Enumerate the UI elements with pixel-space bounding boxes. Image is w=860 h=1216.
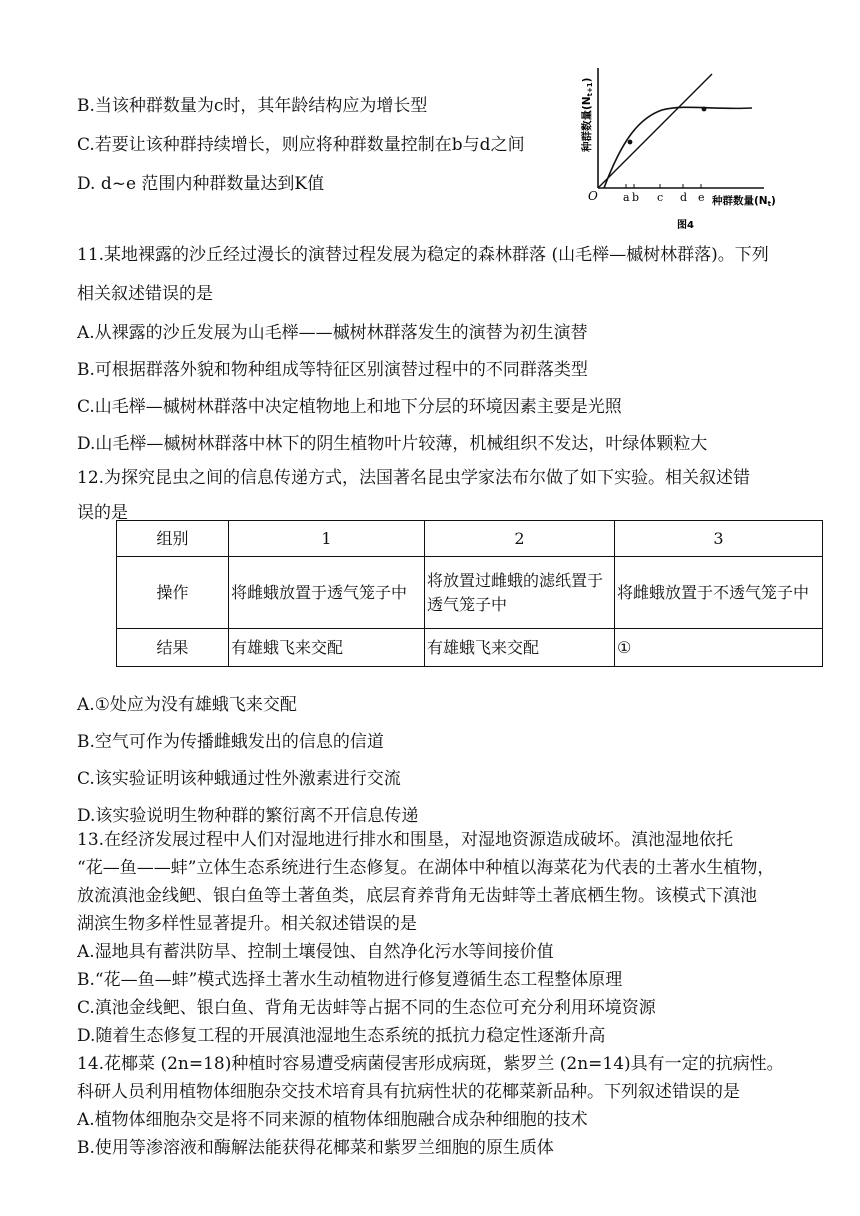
text-line-q13-stem-1: 13.在经济发展过程中人们对湿地进行排水和围垦，对湿地资源造成破坏。滇池湿地依托 <box>77 830 734 850</box>
text-line-q10-b: B.当该种群数量为c时，其年龄结构应为增长型 <box>77 96 428 116</box>
text-line-q11-d: D.山毛榉—槭树林群落中林下的阴生植物叶片较薄，机械组织不发达，叶绿体颗粒大 <box>77 434 708 454</box>
y-axis-label: 种群数量(Nt+1) <box>581 77 594 152</box>
table-header-cell: 1 <box>229 521 425 557</box>
tick-label-b: b <box>632 191 640 204</box>
curve-point <box>702 107 707 112</box>
text-line-q11-c: C.山毛榉—槭树林群落中决定植物地上和地下分层的环境因素主要是光照 <box>77 397 622 417</box>
table-cell: 操作 <box>117 557 229 629</box>
table-header-cell: 3 <box>615 521 823 557</box>
text-line-q11-b: B.可根据群落外貌和物种组成等特征区别演替过程中的不同群落类型 <box>77 360 588 380</box>
text-line-q12-b: B.空气可作为传播雌蛾发出的信息的信道 <box>77 732 384 752</box>
experiment-table <box>116 520 823 667</box>
tick-label-c: c <box>657 191 664 204</box>
text-line-q12-d: D.该实验说明生物种群的繁衍离不开信息传递 <box>77 806 419 826</box>
text-line-q11-stem-2: 相关叙述错误的是 <box>77 284 213 304</box>
table-header-cell: 2 <box>425 521 615 557</box>
text-line-q10-d: D. d~e 范围内种群数量达到K值 <box>77 174 325 194</box>
text-line-q12-c: C.该实验证明该种蛾通过性外激素进行交流 <box>77 769 401 789</box>
table-row-result <box>117 629 823 667</box>
text-line-q14-a: A.植物体细胞杂交是将不同来源的植物体细胞融合成杂种细胞的技术 <box>77 1110 588 1130</box>
text-line-q11-stem-1: 11.某地裸露的沙丘经过漫长的演替过程发展为稳定的森林群落 (山毛榉—槭树林群落)。下列 <box>77 245 769 265</box>
table-header-row <box>117 521 823 557</box>
table-cell: 将雌蛾放置于透气笼子中 <box>229 557 425 629</box>
table-cell: ① <box>615 629 823 667</box>
growth-curve <box>604 107 752 188</box>
text-line-q13-stem-2: “花—鱼——蚌”立体生态系统进行生态修复。在湖体中种植以海菜花为代表的土著水生植物， <box>77 858 775 878</box>
tick-label-a: a <box>623 191 630 204</box>
text-line-q13-b: B.“花—鱼—蚌”模式选择土著水生动植物进行修复遵循生态工程整体原理 <box>77 970 623 990</box>
table-row-operation <box>117 557 823 629</box>
text-line-q14-b: B.使用等渗溶液和酶解法能获得花椰菜和紫罗兰细胞的原生质体 <box>77 1138 554 1158</box>
table-cell: 将放置过雌蛾的滤纸置于透气笼子中 <box>425 557 615 629</box>
text-line-q14-stem-2: 科研人员利用植物体细胞杂交技术培育具有抗病性状的花椰菜新品种。下列叙述错误的是 <box>77 1082 740 1102</box>
table-cell: 有雄蛾飞来交配 <box>425 629 615 667</box>
table-cell: 有雄蛾飞来交配 <box>229 629 425 667</box>
text-line-q13-a: A.湿地具有蓄洪防旱、控制土壤侵蚀、自然净化污水等间接价值 <box>77 942 554 962</box>
curve-point <box>628 140 633 145</box>
origin-label: O <box>588 189 598 203</box>
tick-label-d: d <box>680 191 688 204</box>
reference-line <box>598 74 712 188</box>
text-line-q10-c: C.若要让该种群持续增长，则应将种群数量控制在b与d之间 <box>77 135 525 155</box>
tick-label-e: e <box>698 191 705 204</box>
population-figure <box>574 60 774 230</box>
text-line-q13-stem-3: 放流滇池金线鲃、银白鱼等土著鱼类，底层育养背角无齿蚌等土著底栖生物。该模式下滇池 <box>77 886 757 906</box>
x-axis-label: 种群数量(Nt) <box>712 195 776 208</box>
population-chart <box>574 60 774 230</box>
table-cell: 将雌蛾放置于不透气笼子中 <box>615 557 823 629</box>
table-header-cell: 组别 <box>117 521 229 557</box>
text-line-q12-a: A.①处应为没有雄蛾飞来交配 <box>77 695 297 715</box>
text-line-q12-stem-1: 12.为探究昆虫之间的信息传递方式，法国著名昆虫学家法布尔做了如下实验。相关叙述错 <box>77 468 751 488</box>
text-line-q13-d: D.随着生态修复工程的开展滇池湿地生态系统的抵抗力稳定性逐渐升高 <box>77 1026 606 1046</box>
text-line-q13-c: C.滇池金线鲃、银白鱼、背角无齿蚌等占据不同的生态位可充分利用环境资源 <box>77 998 656 1018</box>
text-line-q13-stem-4: 湖滨生物多样性显著提升。相关叙述错误的是 <box>77 914 417 934</box>
figure-caption: 图4 <box>677 220 694 231</box>
text-line-q11-a: A.从裸露的沙丘发展为山毛榉——槭树林群落发生的演替为初生演替 <box>77 323 588 343</box>
text-line-q12-stem-2: 误的是 <box>77 503 128 523</box>
text-line-q14-stem-1: 14.花椰菜 (2n=18)种植时容易遭受病菌侵害形成病斑，紫罗兰 (2n=14)具有一定的抗病性。 <box>77 1054 784 1074</box>
table-cell: 结果 <box>117 629 229 667</box>
